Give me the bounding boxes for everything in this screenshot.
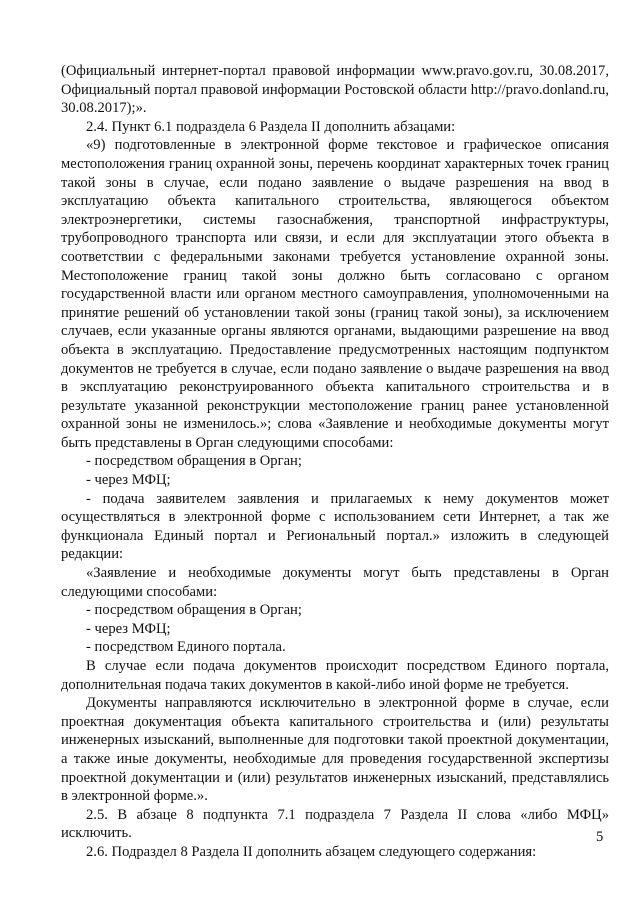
paragraph-source-citation: (Официальный интернет-портал правовой информации www.pravo.gov.ru, 30.08.2017, Официальный портал правовой информации Ростовской области http://pravo.donland.ru, 30.08.2017);». — [61, 63, 609, 117]
paragraph-2-6: 2.6. Подраздел 8 Раздела II дополнить абзацем следующего содержания: — [86, 843, 537, 860]
list-item-single-portal: - посредством Единого портала. — [86, 639, 286, 656]
document-body — [61, 62, 609, 862]
list-item-mfc: - через МФЦ; — [86, 472, 171, 489]
paragraph-2-5: 2.5. В абзаце 8 подпункта 7.1 подраздела 7 Раздела II слова «либо МФЦ» исключить. — [61, 806, 609, 842]
paragraph-electronic-only: Документы направляются исключительно в электронной форме в случае, если проектная документация объекта капитального строительства и (или) результаты инженерных изысканий, выполненные для подготовки такой проектной документации, а также иные документы, необходимые для проведения государственной экспертизы проектной документации и (или) результатов инженерных изысканий, представлялись в электронной форме.». — [61, 695, 609, 805]
paragraph-item-9: «9) подготовленные в электронной форме текстовое и графическое описания местоположения границ охранной зоны, перечень координат характерных точек границ такой зоны в случае, если подано заявление о выдаче разрешения на ввод в эксплуатацию объекта капитального строительства, являющегося объектом электроэнергетики, системы газоснабжения, транспортной инфраструктуры, трубопроводного транспорта или связи, и если для эксплуатации этого объекта в соответствии с федеральными законами требуется установление охранной зоны. Местоположение границ такой зоны должно быть согласовано с органом государственной власти или органом местного самоуправления, уполномоченными на принятие решений об установлении такой зоны (границ такой зоны), за исключением случаев, если указанные органы являются органами, выдающими разрешение на ввод объекта в эксплуатацию. Предоставление предусмотренных настоящим подпунктом документов не требуется в случае, если подано заявление о выдаче разрешения на ввод в эксплуатацию реконструированного объекта капитального строительства и в результате указанной реконструкции местоположение границ ранее установленной охранной зоны не изменилось.»; слова «Заявление и необходимые документы могут быть представлены в Орган следующими способами: — [61, 137, 609, 451]
paragraph-electronic-submission: - подача заявителем заявления и прилагаемых к нему документов может осуществляться в электронной форме с использованием сети Интернет, а так же функционала Единый портал и Региональный портал.» изложить в следующей редакции: — [61, 490, 609, 563]
paragraph-single-portal-case: В случае если подача документов происходит посредством Единого портала, дополнительная подача таких документов в какой-либо иной форме не требуется. — [61, 658, 609, 693]
list-item-organ: - посредством обращения в Орган; — [86, 453, 302, 470]
list-item-organ-new: - посредством обращения в Орган; — [86, 602, 302, 619]
list-item-mfc-new: - через МФЦ; — [86, 620, 171, 637]
paragraph-2-4: 2.4. Пункт 6.1 подраздела 6 Раздела II дополнить абзацами: — [86, 118, 456, 135]
page-number: 5 — [596, 829, 604, 845]
paragraph-new-wording: «Заявление и необходимые документы могут быть представлены в Орган следующими способами: — [61, 565, 609, 600]
